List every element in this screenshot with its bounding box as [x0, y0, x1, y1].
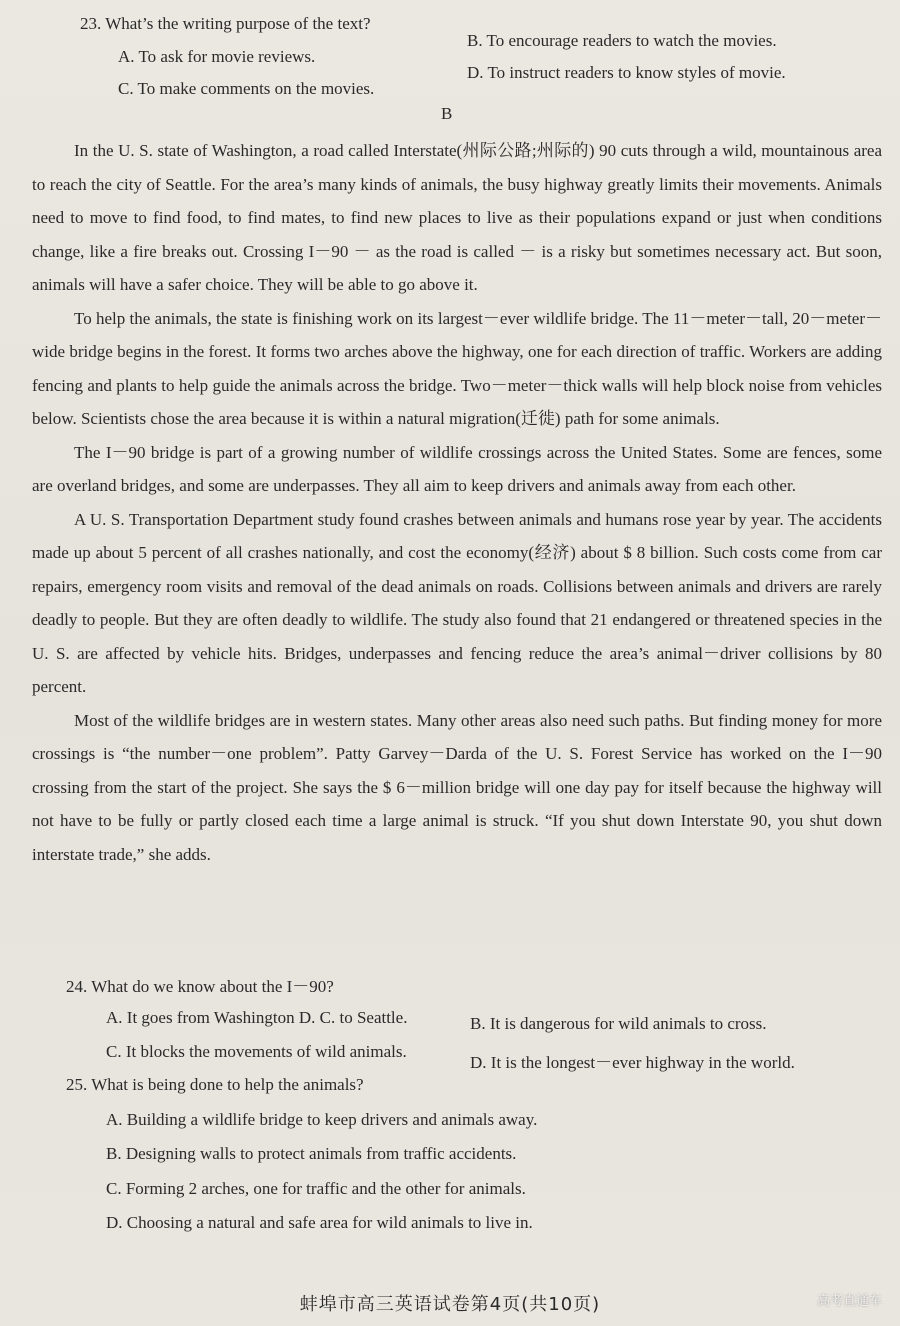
- question-23-option-c: C. To make comments on the movies.: [118, 79, 375, 98]
- page-footer: 蚌埠市高三英语试卷第4页(共10页): [299, 1294, 601, 1315]
- question-25-option-a: A. Building a wildlife bridge to keep drivers and animals away.: [106, 1110, 538, 1129]
- passage-paragraph-4: A U. S. Transportation Department study found crashes between animals and humans rose year by year. The accidents made up about 5 percent of all crashes nationally, and cost the economy(经济) about $ 8 billion. Such costs come from car repairs, emergency room visits and removal of the dead animals on roads. Collisions between animals and drivers are rarely deadly to people. But they are often deadly to wildlife. The study also found that 21 endangered or threatened species in the U. S. are affected by vehicle hits. Bridges, underpasses and fencing reduce the area’s animal－driver collisions by 80 percent.: [32, 509, 882, 696]
- question-25-stem: 25. What is being done to help the animals?: [66, 1075, 364, 1094]
- question-25-option-b: B. Designing walls to protect animals from traffic accidents.: [106, 1144, 517, 1163]
- question-25-option-d: D. Choosing a natural and safe area for wild animals to live in.: [106, 1213, 533, 1232]
- reading-passage: [32, 134, 882, 871]
- question-24-option-d: D. It is the longest－ever highway in the world.: [470, 1053, 795, 1072]
- question-23-stem: 23. What’s the writing purpose of the text?: [80, 14, 371, 33]
- passage-paragraph-5: Most of the wildlife bridges are in western states. Many other areas also need such paths. But finding money for more crossings is “the number－one problem”. Patty Garvey－Darda of the U. S. Forest Service has worked on the I－90 crossing from the start of the project. She says the $ 6－million bridge will one day pay for itself because the highway will not have to be fully or partly closed each time a large animal is struck. “If you shut down Interstate 90, you shut down interstate trade,” she adds.: [32, 710, 882, 864]
- question-24-option-c: C. It blocks the movements of wild animals.: [106, 1042, 407, 1061]
- section-label: B: [441, 104, 453, 123]
- question-24-option-b: B. It is dangerous for wild animals to cross.: [470, 1014, 767, 1033]
- passage-paragraph-2: To help the animals, the state is finishing work on its largest－ever wildlife bridge. The 11－meter－tall, 20－meter－wide bridge begins in the forest. It forms two arches above the highway, one for each direction of traffic. Workers are adding fencing and plants to help guide the animals across the bridge. Two－meter－thick walls will help block noise from vehicles below. Scientists chose the area because it is within a natural migration(迁徙) path for some animals.: [32, 308, 882, 428]
- question-24-stem: 24. What do we know about the I－90?: [66, 977, 334, 996]
- watermark-text: 高考直通车: [816, 1294, 882, 1309]
- passage-paragraph-3: The I－90 bridge is part of a growing number of wildlife crossings across the United States. Some are fences, some are overland bridges, and some are underpasses. They all aim to keep drivers and animals away from each other.: [32, 442, 882, 495]
- question-23-option-d: D. To instruct readers to know styles of movie.: [467, 63, 786, 82]
- question-23-option-b: B. To encourage readers to watch the movies.: [467, 31, 777, 50]
- question-25-option-c: C. Forming 2 arches, one for traffic and the other for animals.: [106, 1179, 526, 1198]
- passage-paragraph-1: In the U. S. state of Washington, a road called Interstate(州际公路;州际的) 90 cuts through a wild, mountainous area to reach the city of Seattle. For the area’s many kinds of animals, the busy highway greatly limits their movements. Animals need to move to find food, to find mates, to find new places to live as their populations expand or just when conditions change, like a fire breaks out. Crossing I－90 － as the road is called － is a risky but sometimes necessary act. But soon, animals will have a safer choice. They will be able to go above it.: [32, 141, 882, 294]
- question-23-option-a: A. To ask for movie reviews.: [118, 47, 316, 66]
- question-24-option-a: A. It goes from Washington D. C. to Seattle.: [106, 1008, 408, 1027]
